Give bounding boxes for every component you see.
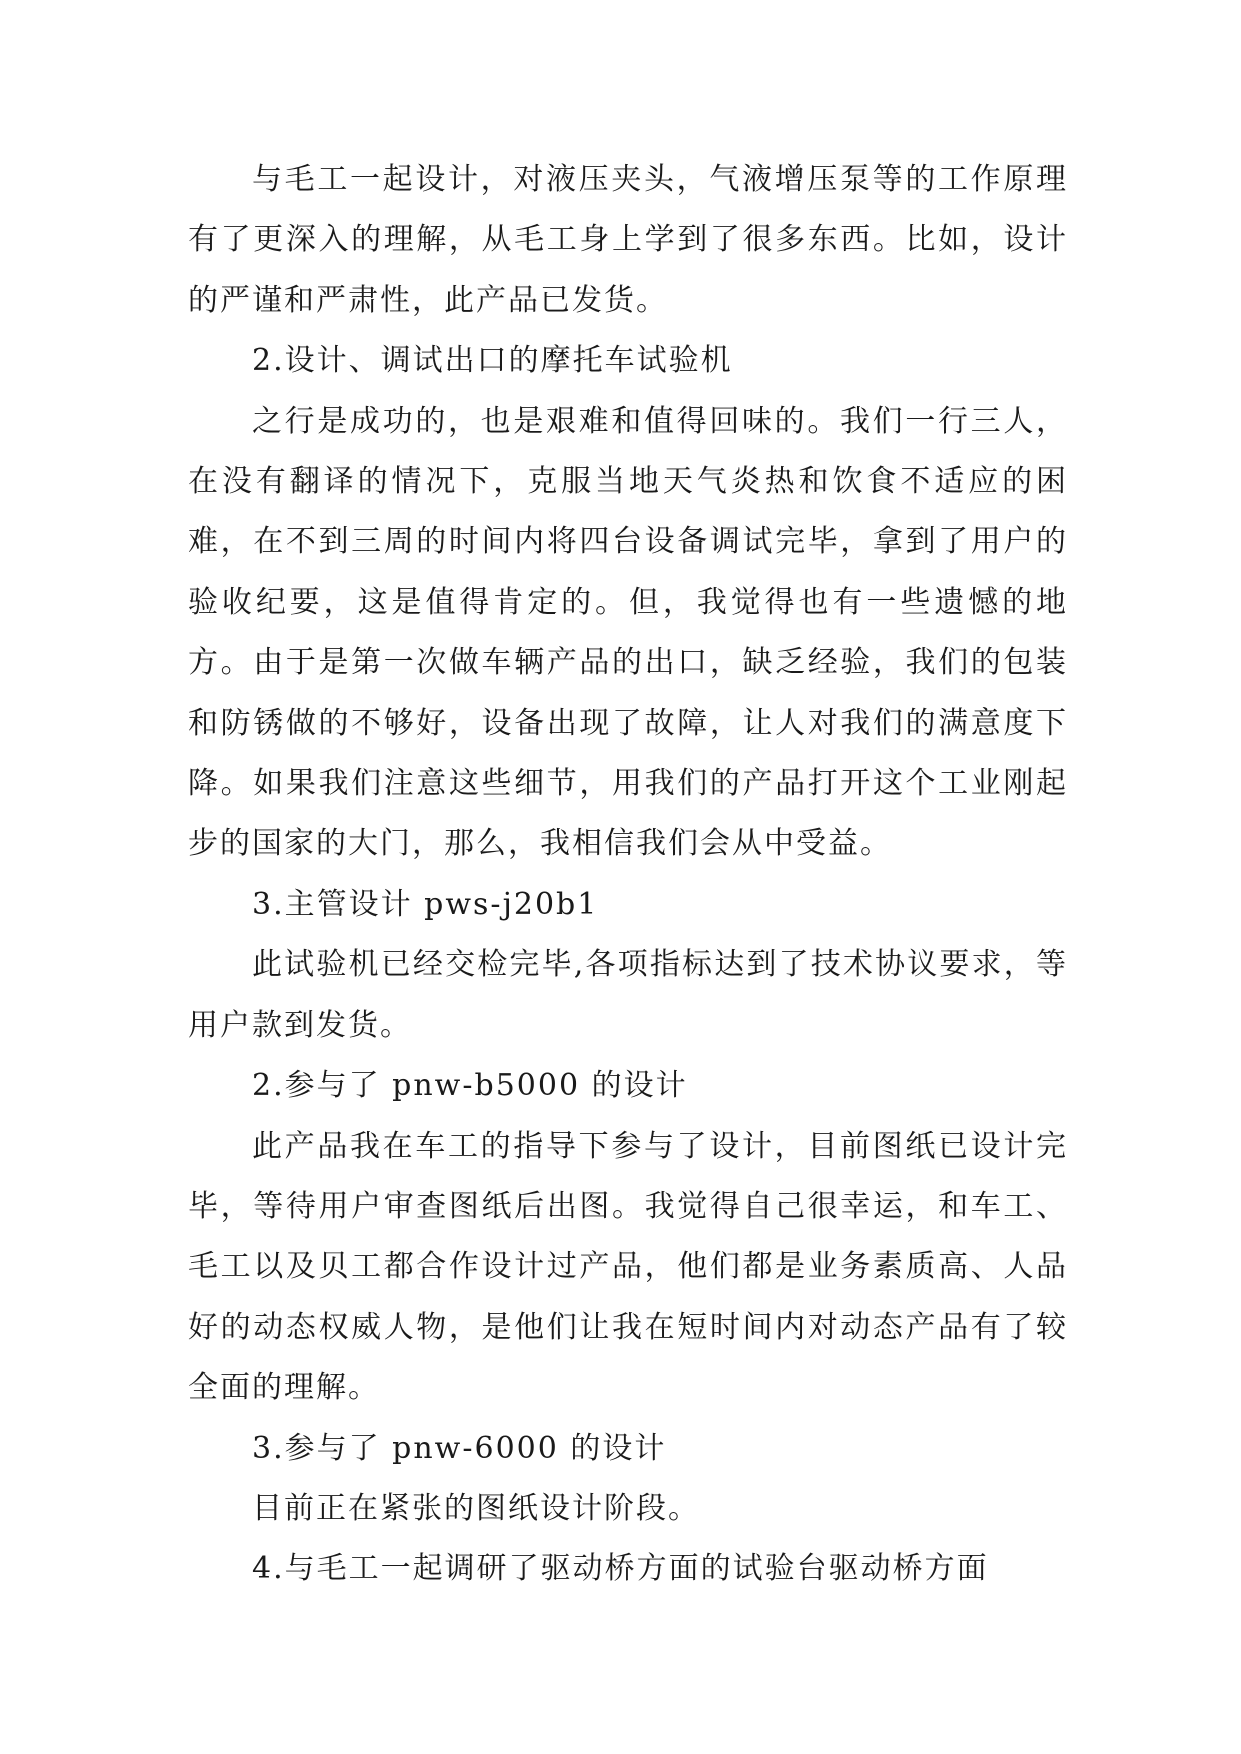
paragraph-pnw-6000-status: 目前正在紧张的图纸设计阶段。	[252, 1490, 700, 1526]
paragraph-pnw-b5000-status: 此产品我在车工的指导下参与了设计，目前图纸已设计完毕，等待用户审查图纸后出图。我觉得自己很幸运，和车工、毛工以及贝工都合作设计过产品，他们都是业务素质高、人品好的动态权威人物，是他们让我在短时间内对动态产品有了较全面的理解。	[188, 1128, 1068, 1406]
paragraph-export-trip: 之行是成功的，也是艰难和值得回味的。我们一行三人，在没有翻译的情况下，克服当地天气炎热和饮食不适应的困难，在不到三周的时间内将四台设备调试完毕，拿到了用户的验收纪要，这是值得肯定的。但，我觉得也有一些遗憾的地方。由于是第一次做车辆产品的出口，缺乏经验，我们的包装和防锈做的不够好，设备出现了故障，让人对我们的满意度下降。如果我们注意这些细节，用我们的产品打开这个工业刚起步的国家的大门，那么，我相信我们会从中受益。	[188, 403, 1068, 862]
document-body	[188, 150, 1068, 1600]
item-heading-pnw-b5000: 2.参与了 pnw-b5000 的设计	[252, 1068, 688, 1104]
item-heading-motorcycle-tester: 2.设计、调试出口的摩托车试验机	[252, 343, 733, 379]
paragraph-hydraulic-chuck-design: 与毛工一起设计，对液压夹头，气液增压泵等的工作原理有了更深入的理解，从毛工身上学到了很多东西。比如，设计的严谨和严肃性，此产品已发货。	[188, 162, 1068, 318]
paragraph-pws-j20b1-status: 此试验机已经交检完毕,各项指标达到了技术协议要求，等用户款到发货。	[188, 947, 1068, 1043]
item-heading-pnw-6000: 3.参与了 pnw-6000 的设计	[252, 1430, 667, 1466]
item-heading-drive-axle-research: 4.与毛工一起调研了驱动桥方面的试验台驱动桥方面	[252, 1551, 989, 1587]
item-heading-pws-j20b1: 3.主管设计 pws-j20b1	[252, 886, 599, 922]
